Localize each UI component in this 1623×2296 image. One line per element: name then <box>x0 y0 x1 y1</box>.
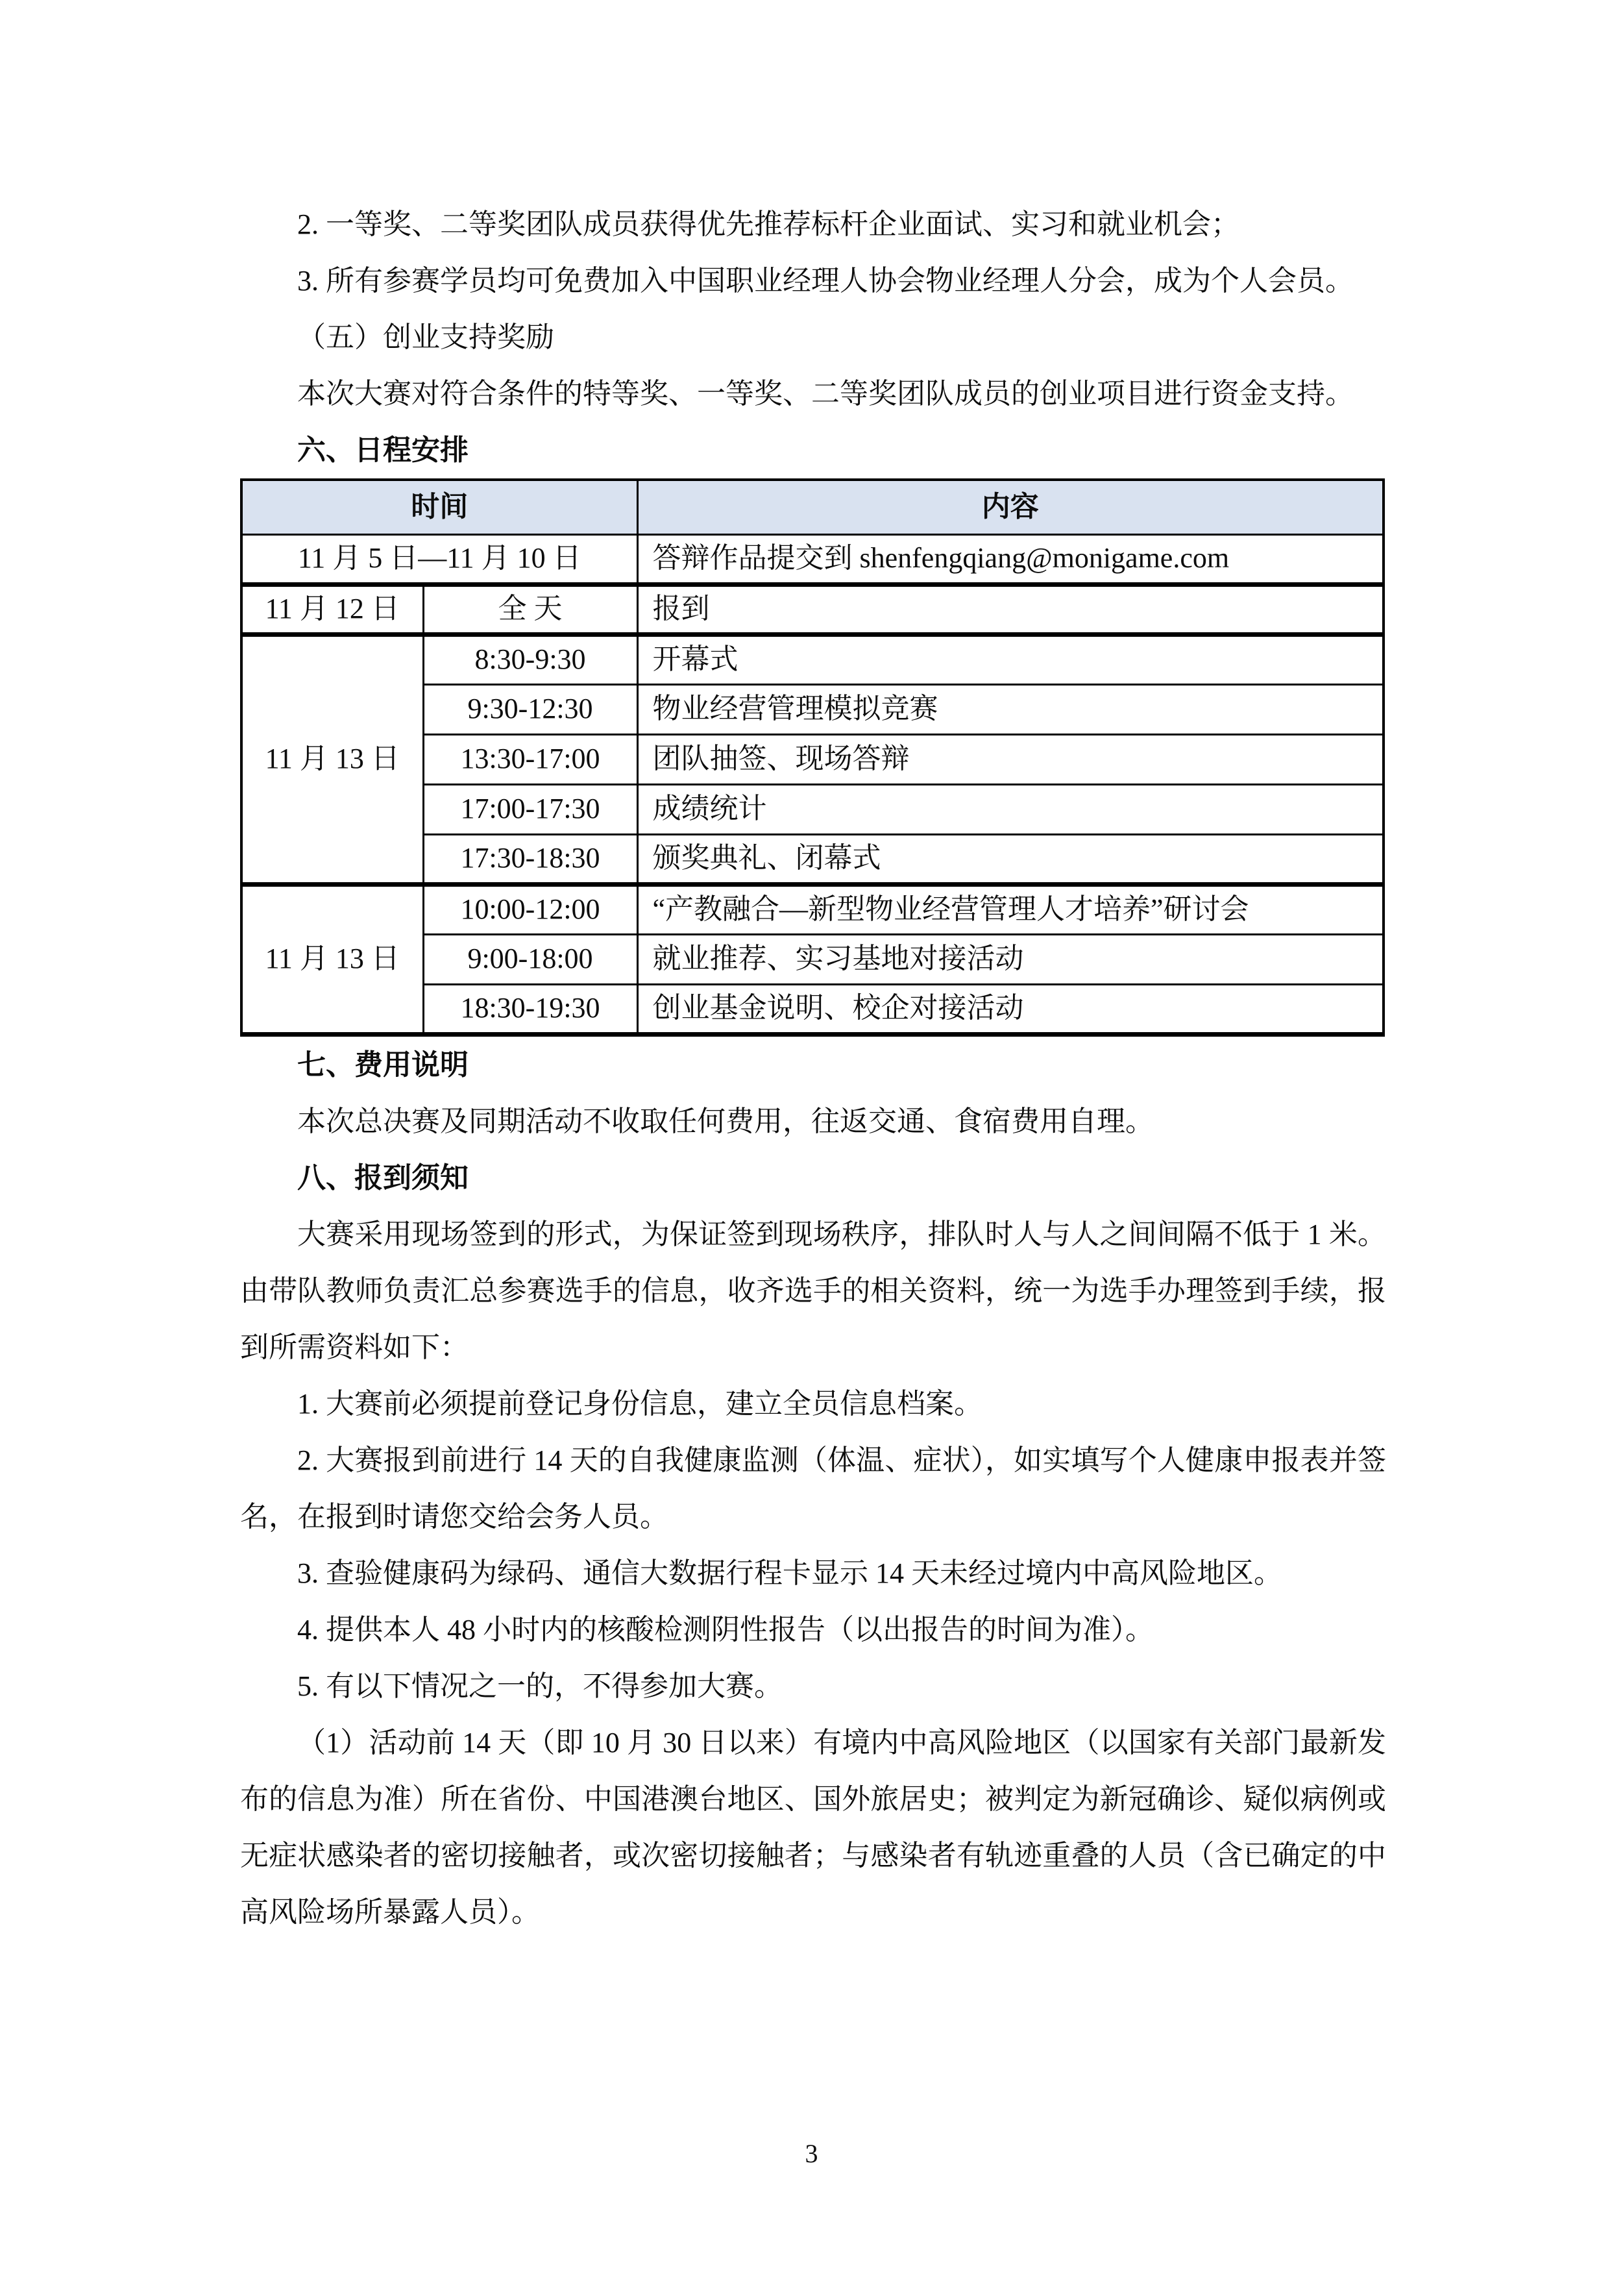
content-cell: 报到 <box>637 584 1384 634</box>
date-cell: 11 月 13 日 <box>241 634 423 884</box>
paragraph: 5. 有以下情况之一的，不得参加大赛。 <box>297 1670 783 1702</box>
table-row <box>241 634 1384 684</box>
paragraph: 4. 提供本人 48 小时内的核酸检测阴性报告（以出报告的时间为准）。 <box>297 1613 1154 1646</box>
table-header-row <box>241 480 1384 534</box>
paragraph: 3. 查验健康码为绿码、通信大数据行程卡显示 14 天未经过境内中高风险地区。 <box>297 1557 1282 1589</box>
page-number: 3 <box>805 2139 818 2168</box>
time-cell: 9:30-12:30 <box>423 684 637 734</box>
paragraph: 本次大赛对符合条件的特等奖、一等奖、二等奖团队成员的创业项目进行资金支持。 <box>297 378 1354 410</box>
time-cell: 全 天 <box>423 584 637 634</box>
time-cell: 17:00-17:30 <box>423 784 637 834</box>
paragraph: 大赛采用现场签到的形式，为保证签到现场秩序，排队时人与人之间间隔不低于 1 米。由带队教师负责汇总参赛选手的信息，收齐选手的相关资料，统一为选手办理签到手续，报到所需资料如下： <box>240 1218 1386 1363</box>
table-row <box>241 584 1384 634</box>
time-cell: 9:00-18:00 <box>423 934 637 984</box>
content-cell: 成绩统计 <box>637 784 1384 834</box>
paragraph: （五）创业支持奖励 <box>297 321 554 353</box>
time-cell: 13:30-17:00 <box>423 734 637 784</box>
time-cell: 17:30-18:30 <box>423 834 637 884</box>
content-cell: 答辩作品提交到 shenfengqiang@monigame.com <box>637 534 1384 584</box>
table-header-cell: 内容 <box>637 480 1384 534</box>
content-cell: 就业推荐、实习基地对接活动 <box>637 934 1384 984</box>
time-cell: 18:30-19:30 <box>423 984 637 1034</box>
content-cell: 开幕式 <box>637 634 1384 684</box>
content-cell: 创业基金说明、校企对接活动 <box>637 984 1384 1034</box>
paragraph: 1. 大赛前必须提前登记身份信息，建立全员信息档案。 <box>297 1387 982 1420</box>
time-cell: 8:30-9:30 <box>423 634 637 684</box>
schedule-table <box>240 478 1385 1037</box>
content-cell: 颁奖典礼、闭幕式 <box>637 834 1384 884</box>
date-cell: 11 月 12 日 <box>241 584 423 634</box>
time-cell: 10:00-12:00 <box>423 884 637 934</box>
paragraph: 3. 所有参赛学员均可免费加入中国职业经理人协会物业经理人分会，成为个人会员。 <box>297 265 1354 297</box>
section-heading: 六、日程安排 <box>297 434 469 466</box>
document-body <box>240 196 1386 1940</box>
paragraph: 2. 一等奖、二等奖团队成员获得优先推荐标杆企业面试、实习和就业机会； <box>297 208 1239 240</box>
date-cell: 11 月 13 日 <box>241 884 423 1034</box>
paragraph: （1）活动前 14 天（即 10 月 30 日以来）有境内中高风险地区（以国家有关部门最新发布的信息为准）所在省份、中国港澳台地区、国外旅居史；被判定为新冠确诊、疑似病例或无症状感染者的密切接触者，或次密切接触者；与感染者有轨迹重叠的人员（含已确定的中高风险场所暴露人员）。 <box>240 1726 1386 1928</box>
content-cell: 物业经营管理模拟竞赛 <box>637 684 1384 734</box>
table-header-cell: 时间 <box>241 480 637 534</box>
paragraph: 本次总决赛及同期活动不收取任何费用，往返交通、食宿费用自理。 <box>297 1105 1154 1137</box>
table-row <box>241 534 1384 584</box>
section-heading: 七、费用说明 <box>297 1048 469 1081</box>
content-cell: “产教融合—新型物业经营管理人才培养”研讨会 <box>637 884 1384 934</box>
paragraph: 2. 大赛报到前进行 14 天的自我健康监测（体温、症状），如实填写个人健康申报表并签名，在报到时请您交给会务人员。 <box>240 1444 1386 1533</box>
table-row <box>241 884 1384 934</box>
date-cell: 11 月 5 日—11 月 10 日 <box>241 534 637 584</box>
content-cell: 团队抽签、现场答辩 <box>637 734 1384 784</box>
section-heading: 八、报到须知 <box>297 1161 469 1194</box>
